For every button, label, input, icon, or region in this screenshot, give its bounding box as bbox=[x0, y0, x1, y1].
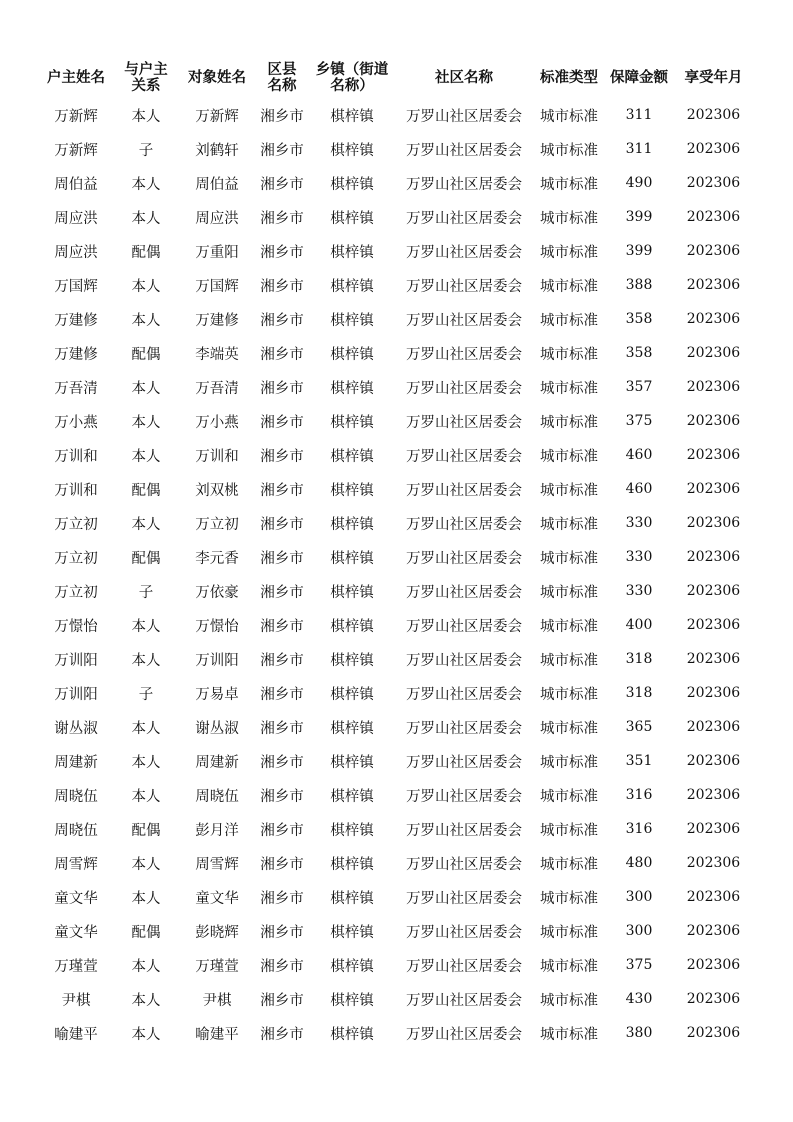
cell-relation: 本人 bbox=[131, 652, 161, 669]
table-row bbox=[40, 166, 753, 200]
cell-month: 202306 bbox=[686, 175, 741, 191]
cell-community: 万罗山社区居委会 bbox=[406, 924, 522, 941]
cell-county: 湘乡市 bbox=[260, 176, 304, 193]
cell-county: 湘乡市 bbox=[260, 346, 304, 363]
cell-household-head: 万憬怡 bbox=[54, 618, 98, 635]
cell-amount: 480 bbox=[625, 855, 653, 871]
cell-community: 万罗山社区居委会 bbox=[406, 516, 522, 533]
cell-month: 202306 bbox=[686, 209, 741, 225]
cell-standard-type: 城市标准 bbox=[540, 108, 598, 125]
cell-county: 湘乡市 bbox=[260, 890, 304, 907]
table-row bbox=[40, 200, 753, 234]
cell-household-head: 万新辉 bbox=[54, 142, 98, 159]
cell-relation: 本人 bbox=[131, 380, 161, 397]
cell-community: 万罗山社区居委会 bbox=[406, 584, 522, 601]
cell-standard-type: 城市标准 bbox=[540, 346, 598, 363]
cell-community: 万罗山社区居委会 bbox=[406, 482, 522, 499]
cell-relation: 本人 bbox=[131, 890, 161, 907]
cell-township: 棋梓镇 bbox=[330, 550, 374, 567]
cell-community: 万罗山社区居委会 bbox=[406, 1026, 522, 1043]
cell-standard-type: 城市标准 bbox=[540, 958, 598, 975]
header-county: 区县 名称 bbox=[267, 62, 297, 94]
cell-township: 棋梓镇 bbox=[330, 380, 374, 397]
cell-month: 202306 bbox=[686, 277, 741, 293]
cell-county: 湘乡市 bbox=[260, 788, 304, 805]
cell-relation: 本人 bbox=[131, 1026, 161, 1043]
cell-household-head: 周应洪 bbox=[54, 210, 98, 227]
cell-community: 万罗山社区居委会 bbox=[406, 448, 522, 465]
table-row bbox=[40, 302, 753, 336]
table-row bbox=[40, 268, 753, 302]
cell-township: 棋梓镇 bbox=[330, 176, 374, 193]
cell-month: 202306 bbox=[686, 1025, 741, 1041]
cell-recipient-name: 万国辉 bbox=[195, 278, 239, 295]
cell-month: 202306 bbox=[686, 515, 741, 531]
cell-relation: 子 bbox=[138, 142, 154, 159]
cell-county: 湘乡市 bbox=[260, 924, 304, 941]
cell-standard-type: 城市标准 bbox=[540, 890, 598, 907]
cell-relation: 配偶 bbox=[131, 244, 161, 261]
cell-standard-type: 城市标准 bbox=[540, 788, 598, 805]
table-header-row bbox=[40, 58, 753, 98]
cell-township: 棋梓镇 bbox=[330, 992, 374, 1009]
cell-community: 万罗山社区居委会 bbox=[406, 278, 522, 295]
cell-month: 202306 bbox=[686, 447, 741, 463]
table-row bbox=[40, 336, 753, 370]
cell-recipient-name: 彭月洋 bbox=[195, 822, 239, 839]
cell-recipient-name: 周雪辉 bbox=[195, 856, 239, 873]
cell-recipient-name: 万瑾萱 bbox=[195, 958, 239, 975]
cell-county: 湘乡市 bbox=[260, 550, 304, 567]
cell-community: 万罗山社区居委会 bbox=[406, 414, 522, 431]
cell-relation: 配偶 bbox=[131, 924, 161, 941]
cell-amount: 375 bbox=[625, 413, 653, 429]
cell-recipient-name: 周晓伍 bbox=[195, 788, 239, 805]
cell-relation: 本人 bbox=[131, 448, 161, 465]
cell-township: 棋梓镇 bbox=[330, 278, 374, 295]
cell-county: 湘乡市 bbox=[260, 584, 304, 601]
cell-standard-type: 城市标准 bbox=[540, 210, 598, 227]
cell-household-head: 万建修 bbox=[54, 312, 98, 329]
cell-county: 湘乡市 bbox=[260, 618, 304, 635]
cell-county: 湘乡市 bbox=[260, 822, 304, 839]
cell-recipient-name: 李端英 bbox=[195, 346, 239, 363]
cell-recipient-name: 万新辉 bbox=[195, 108, 239, 125]
cell-recipient-name: 喻建平 bbox=[195, 1026, 239, 1043]
cell-household-head: 童文华 bbox=[54, 924, 98, 941]
cell-township: 棋梓镇 bbox=[330, 584, 374, 601]
cell-standard-type: 城市标准 bbox=[540, 1026, 598, 1043]
cell-standard-type: 城市标准 bbox=[540, 482, 598, 499]
cell-relation: 本人 bbox=[131, 278, 161, 295]
cell-amount: 357 bbox=[625, 379, 653, 395]
cell-amount: 300 bbox=[625, 923, 653, 939]
cell-community: 万罗山社区居委会 bbox=[406, 244, 522, 261]
cell-household-head: 万瑾萱 bbox=[54, 958, 98, 975]
table-row bbox=[40, 438, 753, 472]
table-row bbox=[40, 914, 753, 948]
cell-community: 万罗山社区居委会 bbox=[406, 550, 522, 567]
cell-township: 棋梓镇 bbox=[330, 890, 374, 907]
table-row bbox=[40, 506, 753, 540]
cell-township: 棋梓镇 bbox=[330, 482, 374, 499]
table-row bbox=[40, 676, 753, 710]
cell-township: 棋梓镇 bbox=[330, 720, 374, 737]
cell-household-head: 谢丛淑 bbox=[54, 720, 98, 737]
cell-community: 万罗山社区居委会 bbox=[406, 890, 522, 907]
cell-relation: 子 bbox=[138, 686, 154, 703]
cell-township: 棋梓镇 bbox=[330, 856, 374, 873]
cell-community: 万罗山社区居委会 bbox=[406, 108, 522, 125]
cell-relation: 本人 bbox=[131, 516, 161, 533]
table-row bbox=[40, 812, 753, 846]
cell-standard-type: 城市标准 bbox=[540, 142, 598, 159]
assistance-roster-sheet bbox=[40, 58, 753, 1050]
cell-community: 万罗山社区居委会 bbox=[406, 754, 522, 771]
cell-month: 202306 bbox=[686, 991, 741, 1007]
cell-recipient-name: 万憬怡 bbox=[195, 618, 239, 635]
cell-county: 湘乡市 bbox=[260, 516, 304, 533]
cell-recipient-name: 万依豪 bbox=[195, 584, 239, 601]
cell-township: 棋梓镇 bbox=[330, 210, 374, 227]
cell-month: 202306 bbox=[686, 345, 741, 361]
table-row bbox=[40, 982, 753, 1016]
header-household-head: 户主姓名 bbox=[47, 70, 105, 86]
cell-township: 棋梓镇 bbox=[330, 108, 374, 125]
cell-county: 湘乡市 bbox=[260, 244, 304, 261]
cell-amount: 318 bbox=[625, 685, 653, 701]
cell-recipient-name: 万重阳 bbox=[195, 244, 239, 261]
cell-amount: 365 bbox=[625, 719, 653, 735]
cell-household-head: 周伯益 bbox=[54, 176, 98, 193]
cell-household-head: 喻建平 bbox=[54, 1026, 98, 1043]
cell-standard-type: 城市标准 bbox=[540, 176, 598, 193]
cell-community: 万罗山社区居委会 bbox=[406, 210, 522, 227]
cell-household-head: 尹棋 bbox=[61, 992, 91, 1009]
cell-standard-type: 城市标准 bbox=[540, 822, 598, 839]
cell-community: 万罗山社区居委会 bbox=[406, 346, 522, 363]
cell-standard-type: 城市标准 bbox=[540, 244, 598, 261]
header-recipient-name: 对象姓名 bbox=[188, 70, 246, 86]
cell-county: 湘乡市 bbox=[260, 142, 304, 159]
table-body bbox=[40, 98, 753, 1050]
cell-month: 202306 bbox=[686, 651, 741, 667]
cell-month: 202306 bbox=[686, 753, 741, 769]
cell-month: 202306 bbox=[686, 719, 741, 735]
cell-county: 湘乡市 bbox=[260, 958, 304, 975]
cell-relation: 本人 bbox=[131, 856, 161, 873]
cell-month: 202306 bbox=[686, 413, 741, 429]
table-row bbox=[40, 880, 753, 914]
cell-amount: 490 bbox=[625, 175, 653, 191]
cell-county: 湘乡市 bbox=[260, 312, 304, 329]
cell-month: 202306 bbox=[686, 243, 741, 259]
cell-township: 棋梓镇 bbox=[330, 516, 374, 533]
cell-household-head: 周雪辉 bbox=[54, 856, 98, 873]
table-row bbox=[40, 132, 753, 166]
cell-amount: 399 bbox=[625, 243, 653, 259]
header-community: 社区名称 bbox=[435, 70, 493, 86]
cell-standard-type: 城市标准 bbox=[540, 720, 598, 737]
cell-community: 万罗山社区居委会 bbox=[406, 652, 522, 669]
cell-relation: 配偶 bbox=[131, 550, 161, 567]
cell-relation: 本人 bbox=[131, 414, 161, 431]
cell-township: 棋梓镇 bbox=[330, 686, 374, 703]
cell-month: 202306 bbox=[686, 821, 741, 837]
cell-amount: 311 bbox=[625, 141, 653, 157]
table-row bbox=[40, 370, 753, 404]
cell-household-head: 万新辉 bbox=[54, 108, 98, 125]
cell-month: 202306 bbox=[686, 141, 741, 157]
cell-relation: 本人 bbox=[131, 176, 161, 193]
cell-standard-type: 城市标准 bbox=[540, 686, 598, 703]
cell-household-head: 万立初 bbox=[54, 516, 98, 533]
cell-recipient-name: 万吾清 bbox=[195, 380, 239, 397]
cell-recipient-name: 刘双桃 bbox=[195, 482, 239, 499]
table-row bbox=[40, 948, 753, 982]
cell-amount: 330 bbox=[625, 515, 653, 531]
cell-community: 万罗山社区居委会 bbox=[406, 312, 522, 329]
cell-recipient-name: 周伯益 bbox=[195, 176, 239, 193]
cell-month: 202306 bbox=[686, 957, 741, 973]
cell-township: 棋梓镇 bbox=[330, 652, 374, 669]
cell-township: 棋梓镇 bbox=[330, 414, 374, 431]
cell-amount: 399 bbox=[625, 209, 653, 225]
cell-community: 万罗山社区居委会 bbox=[406, 142, 522, 159]
table-row bbox=[40, 234, 753, 268]
cell-township: 棋梓镇 bbox=[330, 754, 374, 771]
header-standard-type: 标准类型 bbox=[540, 70, 598, 86]
cell-standard-type: 城市标准 bbox=[540, 992, 598, 1009]
cell-county: 湘乡市 bbox=[260, 754, 304, 771]
cell-community: 万罗山社区居委会 bbox=[406, 856, 522, 873]
header-amount: 保障金额 bbox=[610, 70, 668, 86]
cell-community: 万罗山社区居委会 bbox=[406, 176, 522, 193]
cell-township: 棋梓镇 bbox=[330, 346, 374, 363]
assistance-roster-table bbox=[40, 58, 753, 1050]
cell-amount: 318 bbox=[625, 651, 653, 667]
cell-county: 湘乡市 bbox=[260, 992, 304, 1009]
cell-community: 万罗山社区居委会 bbox=[406, 992, 522, 1009]
cell-household-head: 万建修 bbox=[54, 346, 98, 363]
cell-recipient-name: 谢丛淑 bbox=[195, 720, 239, 737]
cell-month: 202306 bbox=[686, 787, 741, 803]
cell-amount: 316 bbox=[625, 787, 653, 803]
cell-recipient-name: 周应洪 bbox=[195, 210, 239, 227]
cell-amount: 430 bbox=[625, 991, 653, 1007]
cell-household-head: 万立初 bbox=[54, 550, 98, 567]
cell-relation: 本人 bbox=[131, 958, 161, 975]
cell-relation: 本人 bbox=[131, 210, 161, 227]
cell-relation: 本人 bbox=[131, 618, 161, 635]
cell-recipient-name: 万建修 bbox=[195, 312, 239, 329]
cell-household-head: 万小燕 bbox=[54, 414, 98, 431]
cell-standard-type: 城市标准 bbox=[540, 924, 598, 941]
cell-county: 湘乡市 bbox=[260, 686, 304, 703]
cell-amount: 380 bbox=[625, 1025, 653, 1041]
cell-township: 棋梓镇 bbox=[330, 618, 374, 635]
cell-standard-type: 城市标准 bbox=[540, 584, 598, 601]
cell-township: 棋梓镇 bbox=[330, 142, 374, 159]
cell-standard-type: 城市标准 bbox=[540, 312, 598, 329]
cell-relation: 本人 bbox=[131, 754, 161, 771]
cell-recipient-name: 万立初 bbox=[195, 516, 239, 533]
cell-county: 湘乡市 bbox=[260, 720, 304, 737]
cell-recipient-name: 万小燕 bbox=[195, 414, 239, 431]
cell-household-head: 万立初 bbox=[54, 584, 98, 601]
cell-amount: 351 bbox=[625, 753, 653, 769]
cell-recipient-name: 彭晓辉 bbox=[195, 924, 239, 941]
cell-amount: 330 bbox=[625, 583, 653, 599]
cell-community: 万罗山社区居委会 bbox=[406, 686, 522, 703]
table-row bbox=[40, 608, 753, 642]
table-row bbox=[40, 846, 753, 880]
cell-recipient-name: 万易卓 bbox=[195, 686, 239, 703]
table-row bbox=[40, 1016, 753, 1050]
cell-amount: 330 bbox=[625, 549, 653, 565]
cell-household-head: 万训阳 bbox=[54, 686, 98, 703]
cell-county: 湘乡市 bbox=[260, 380, 304, 397]
cell-amount: 316 bbox=[625, 821, 653, 837]
cell-recipient-name: 尹棋 bbox=[202, 992, 232, 1009]
cell-relation: 本人 bbox=[131, 312, 161, 329]
cell-standard-type: 城市标准 bbox=[540, 448, 598, 465]
cell-month: 202306 bbox=[686, 617, 741, 633]
table-row bbox=[40, 472, 753, 506]
cell-amount: 358 bbox=[625, 311, 653, 327]
cell-township: 棋梓镇 bbox=[330, 822, 374, 839]
cell-recipient-name: 李元香 bbox=[195, 550, 239, 567]
cell-amount: 388 bbox=[625, 277, 653, 293]
cell-county: 湘乡市 bbox=[260, 278, 304, 295]
cell-relation: 本人 bbox=[131, 788, 161, 805]
header-township: 乡镇（街道 名称） bbox=[315, 62, 389, 94]
cell-standard-type: 城市标准 bbox=[540, 618, 598, 635]
cell-amount: 375 bbox=[625, 957, 653, 973]
cell-month: 202306 bbox=[686, 107, 741, 123]
table-row bbox=[40, 540, 753, 574]
cell-township: 棋梓镇 bbox=[330, 924, 374, 941]
cell-month: 202306 bbox=[686, 481, 741, 497]
cell-month: 202306 bbox=[686, 549, 741, 565]
cell-household-head: 周晓伍 bbox=[54, 788, 98, 805]
cell-county: 湘乡市 bbox=[260, 210, 304, 227]
cell-county: 湘乡市 bbox=[260, 652, 304, 669]
cell-recipient-name: 刘鹤轩 bbox=[195, 142, 239, 159]
cell-month: 202306 bbox=[686, 685, 741, 701]
cell-township: 棋梓镇 bbox=[330, 448, 374, 465]
cell-household-head: 周应洪 bbox=[54, 244, 98, 261]
cell-household-head: 万国辉 bbox=[54, 278, 98, 295]
cell-community: 万罗山社区居委会 bbox=[406, 822, 522, 839]
cell-amount: 460 bbox=[625, 447, 653, 463]
cell-household-head: 周建新 bbox=[54, 754, 98, 771]
cell-community: 万罗山社区居委会 bbox=[406, 618, 522, 635]
cell-township: 棋梓镇 bbox=[330, 312, 374, 329]
cell-amount: 460 bbox=[625, 481, 653, 497]
cell-month: 202306 bbox=[686, 889, 741, 905]
cell-county: 湘乡市 bbox=[260, 414, 304, 431]
cell-township: 棋梓镇 bbox=[330, 1026, 374, 1043]
cell-community: 万罗山社区居委会 bbox=[406, 380, 522, 397]
header-relation: 与户主 关系 bbox=[124, 62, 168, 94]
cell-county: 湘乡市 bbox=[260, 1026, 304, 1043]
cell-township: 棋梓镇 bbox=[330, 244, 374, 261]
cell-relation: 配偶 bbox=[131, 482, 161, 499]
cell-standard-type: 城市标准 bbox=[540, 278, 598, 295]
cell-standard-type: 城市标准 bbox=[540, 754, 598, 771]
cell-household-head: 万训和 bbox=[54, 482, 98, 499]
cell-community: 万罗山社区居委会 bbox=[406, 720, 522, 737]
table-row bbox=[40, 404, 753, 438]
cell-amount: 311 bbox=[625, 107, 653, 123]
cell-household-head: 童文华 bbox=[54, 890, 98, 907]
table-row bbox=[40, 642, 753, 676]
cell-standard-type: 城市标准 bbox=[540, 516, 598, 533]
cell-month: 202306 bbox=[686, 379, 741, 395]
cell-household-head: 万训阳 bbox=[54, 652, 98, 669]
cell-township: 棋梓镇 bbox=[330, 788, 374, 805]
cell-standard-type: 城市标准 bbox=[540, 550, 598, 567]
table-row bbox=[40, 744, 753, 778]
cell-household-head: 周晓伍 bbox=[54, 822, 98, 839]
cell-standard-type: 城市标准 bbox=[540, 380, 598, 397]
cell-month: 202306 bbox=[686, 311, 741, 327]
table-row bbox=[40, 574, 753, 608]
cell-month: 202306 bbox=[686, 923, 741, 939]
cell-county: 湘乡市 bbox=[260, 482, 304, 499]
cell-relation: 本人 bbox=[131, 720, 161, 737]
cell-relation: 本人 bbox=[131, 992, 161, 1009]
cell-amount: 300 bbox=[625, 889, 653, 905]
cell-community: 万罗山社区居委会 bbox=[406, 958, 522, 975]
cell-standard-type: 城市标准 bbox=[540, 856, 598, 873]
cell-county: 湘乡市 bbox=[260, 108, 304, 125]
header-month: 享受年月 bbox=[684, 70, 743, 86]
cell-recipient-name: 万训和 bbox=[195, 448, 239, 465]
cell-relation: 配偶 bbox=[131, 346, 161, 363]
cell-relation: 子 bbox=[138, 584, 154, 601]
cell-township: 棋梓镇 bbox=[330, 958, 374, 975]
table-row bbox=[40, 778, 753, 812]
cell-standard-type: 城市标准 bbox=[540, 414, 598, 431]
cell-recipient-name: 周建新 bbox=[195, 754, 239, 771]
table-row bbox=[40, 98, 753, 132]
cell-relation: 配偶 bbox=[131, 822, 161, 839]
cell-amount: 400 bbox=[625, 617, 653, 633]
cell-standard-type: 城市标准 bbox=[540, 652, 598, 669]
cell-community: 万罗山社区居委会 bbox=[406, 788, 522, 805]
cell-month: 202306 bbox=[686, 855, 741, 871]
cell-household-head: 万训和 bbox=[54, 448, 98, 465]
table-row bbox=[40, 710, 753, 744]
cell-amount: 358 bbox=[625, 345, 653, 361]
cell-recipient-name: 童文华 bbox=[195, 890, 239, 907]
cell-relation: 本人 bbox=[131, 108, 161, 125]
cell-month: 202306 bbox=[686, 583, 741, 599]
cell-county: 湘乡市 bbox=[260, 448, 304, 465]
cell-recipient-name: 万训阳 bbox=[195, 652, 239, 669]
cell-household-head: 万吾清 bbox=[54, 380, 98, 397]
cell-county: 湘乡市 bbox=[260, 856, 304, 873]
